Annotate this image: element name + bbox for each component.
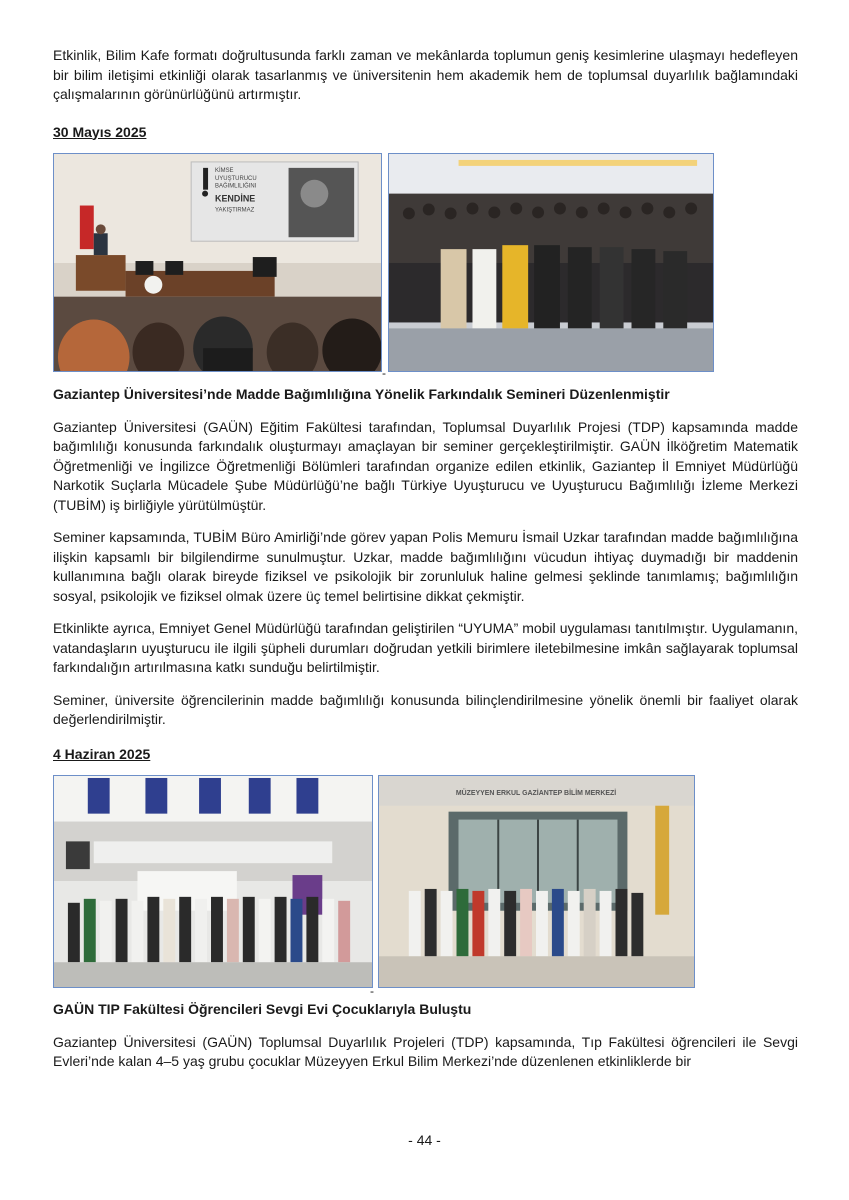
seminar-hall-photo — [53, 153, 382, 372]
screen-line-4: KENDİNE — [215, 193, 256, 204]
intro-paragraph: Etkinlik, Bilim Kafe formatı doğrultusunda farklı zaman ve mekânlarda toplumun geniş kesimlerine ulaşmayı hedefleyen bir bilim iletişimi etkinliği olarak tasarlanmış ve üniversitenin hem akademik hem de toplumsal duyarlılık bağlamındaki çalışmalarının görünürlüğünü artırmıştır. — [53, 47, 798, 102]
section2-photos — [53, 775, 798, 1000]
section2-paragraph-1: Gaziantep Üniversitesi (GAÜN) Toplumsal Duyarlılık Projeleri (TDP) kapsamında, Tıp Fakültesi öğrencileri ile Sevgi Evleri’nde kalan 4–5 yaş grubu çocuklar Müzeyyen Erkul Bilim Merkezi’nde düzenlenen etkinliklerde bir — [53, 1033, 798, 1069]
photo-separator-mark: - — [382, 365, 386, 380]
page-number: - 44 - — [408, 1132, 441, 1148]
section1-paragraph-4: Seminer, üniversite öğrencilerinin madde bağımlılığı konusunda bilinçlendirilmesine yönelik önemli bir faaliyet olarak değerlendirilmiştir. — [53, 691, 798, 727]
section2-date: 4 Haziran 2025 — [53, 745, 151, 762]
section1-paragraph-3: Etkinlikte ayrıca, Emniyet Genel Müdürlüğü tarafından geliştirilen “UYUMA” mobil uygulaması tanıtılmıştır. Uygulamanın, vatandaşların uyuşturucu ile ilgili şüpheli durumları doğrudan yetkili birimlere iletebilmesine imkân sağlayarak toplumsal farkındalığın artırılmasına katkı sunduğu belirtilmiştir. — [53, 620, 798, 675]
screen-line-3: BAĞIMLILIĞINI — [215, 183, 257, 190]
section1-photos — [53, 153, 798, 385]
section1-paragraph-2: Seminer kapsamında, TUBİM Büro Amirliği’nde görev yapan Polis Memuru İsmail Uzkar tarafından madde bağımlılığına ilişkin kapsamlı bir bilgilendirme sunulmuştur. Uzkar, madde bağımlılığını vücudun ihtiyaç duymadığı bir maddenin kullanımına bağlı olarak bireyde fiziksel ve psikolojik bir zorunluluk haline gelmesi şeklinde tanımlamış; bağımlılığın sosyal, psikolojik ve fiziksel olmak üzere üç temel belirtisine dikkat çekmiştir. — [53, 529, 798, 604]
building-sign-text: MÜZEYYEN ERKUL GAZİANTEP BİLİM MERKEZİ — [455, 789, 617, 797]
science-center-entrance-photo — [378, 775, 695, 988]
group-photo-seminar — [388, 153, 714, 372]
section2-heading: GAÜN TIP Fakültesi Öğrencileri Sevgi Evi Çocuklarıyla Buluştu — [53, 1000, 472, 1017]
screen-line-2: UYUŞTURUCU — [215, 175, 257, 182]
photo-separator-mark-2: - — [370, 983, 374, 998]
screen-line-1: KİMSE — [215, 167, 234, 174]
science-center-interior-photo — [53, 775, 373, 988]
screen-line-5: YAKIŞTIRMAZ — [215, 206, 255, 213]
document-page — [53, 46, 798, 1085]
section1-heading: Gaziantep Üniversitesi’nde Madde Bağımlılığına Yönelik Farkındalık Semineri Düzenlenmiştir — [53, 385, 670, 402]
section1-date: 30 Mayıs 2025 — [53, 123, 147, 140]
section1-paragraph-1: Gaziantep Üniversitesi (GAÜN) Eğitim Fakültesi tarafından, Toplumsal Duyarlılık Projesi (TDP) kapsamında madde bağımlılığı konusunda farkındalık oluşturmayı amaçlayan bir seminer gerçekleştirilmiştir. GAÜN İlköğretim Matematik Öğretmenliği ve İngilizce Öğretmenliği Bölümleri tarafından organize edilen etkinlik, Gaziantep İl Emniyet Müdürlüğü Narkotik Suçlarla Mücadele Şube Müdürlüğü’ne bağlı Türkiye Uyuşturucu ve Uyuşturucu Bağımlılığı İzleme Merkezi (TUBİM) iş birliğiyle yürütülmüştür. — [53, 418, 798, 513]
